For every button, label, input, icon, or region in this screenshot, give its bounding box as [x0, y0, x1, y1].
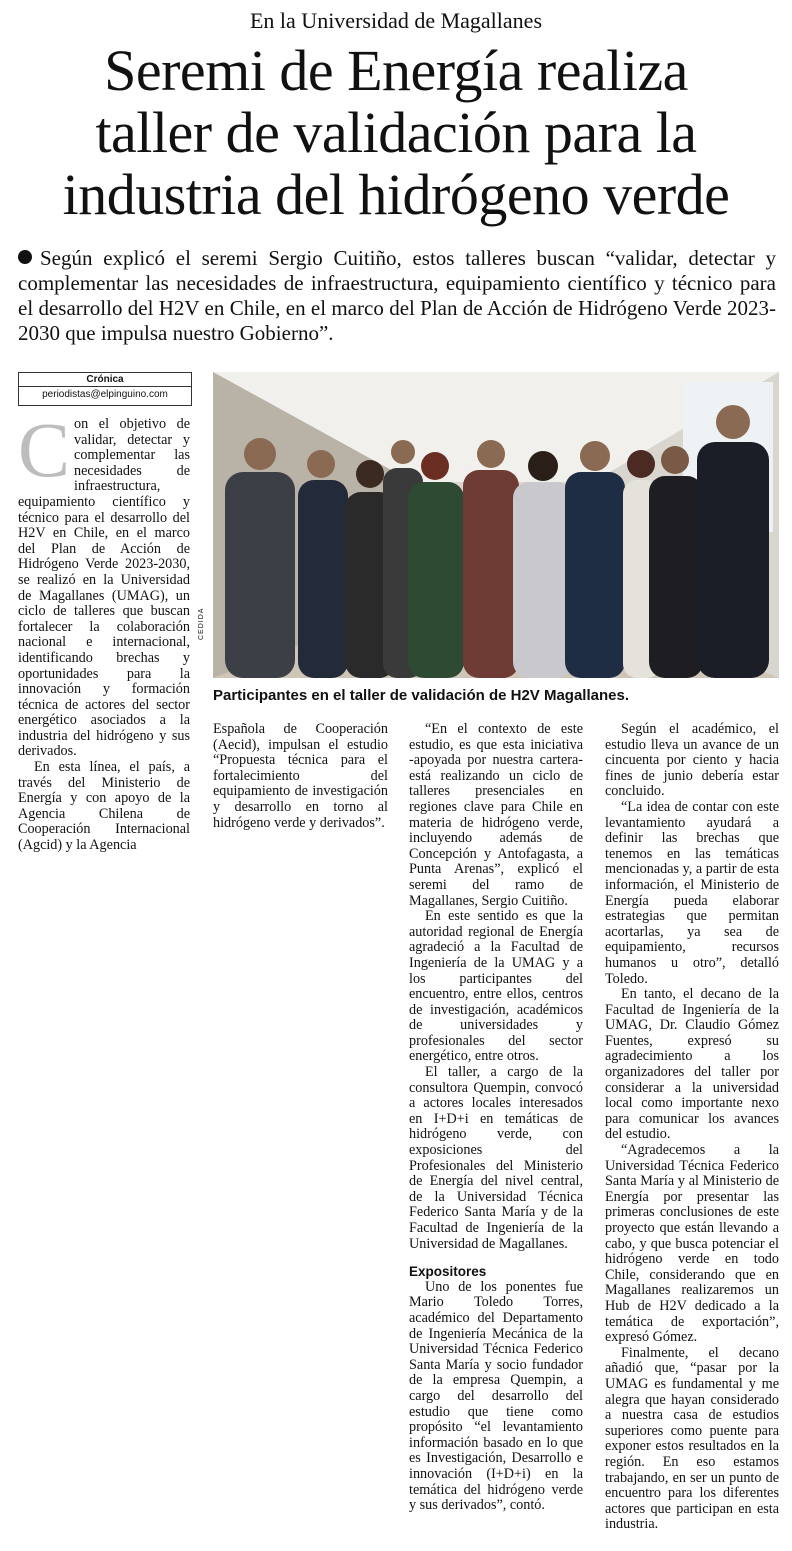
paragraph: “En el contexto de este estudio, es que esta iniciativa -apoyada por nuestra cartera- está realizando un ciclo de talleres presenciales en regiones clave para Chile en materia de hidrógeno verde, incluyendo además de Concepción y Antofagasta, a Punta Arenas”, explicó el seremi del ramo de Magallanes, Sergio Cuitiño. — [409, 721, 583, 909]
headline-line: taller de validación para la — [95, 100, 697, 165]
author-email[interactable]: periodistas@elpinguino.com — [42, 389, 168, 400]
photo-credit: CEDIDA — [198, 607, 205, 640]
dropcap: C — [18, 406, 71, 493]
section-box — [18, 372, 192, 406]
paragraph: Finalmente, el decano añadió que, “pasar por la UMAG es fundamental y me alegra que hayan considerado a nuestra casa de estudios superiores como puente para exponer estos resultados en la región. En eso estamos trabajando, en ser un punto de encuentro para los diferentes actores que participan en esta industria. — [605, 1344, 779, 1533]
paragraph: Española de Cooperación (Aecid), impulsan el estudio “Propuesta técnica para el fortalecimiento del equipamiento de investigación y desarrollo en torno al hidrógeno verde y derivados”. — [213, 721, 388, 831]
paragraph: Uno de los ponentes fue Mario Toledo Torres, académico del Departamento de Ingeniería Mecánica de la Universidad Técnica Federico Santa María y socio fundador de la empresa Quempin, a cargo del desarrollo del estudio que tiene como propósito “el levantamiento información basado en lo que es Investigación, Desarrollo e innovación (I+D+i) en la temática del hidrógeno verde y sus derivados”, contó. — [409, 1278, 583, 1514]
paragraph: En tanto, el decano de la Facultad de Ingeniería de la UMAG, Dr. Claudio Gómez Fuentes, expresó su agradecimiento a los organizadores del taller por considerar a la universidad local como importante nexo para comunicar los avances del estudio. — [605, 986, 779, 1143]
article-kicker: En la Universidad de Magallanes — [249, 8, 542, 33]
column-2 — [213, 722, 388, 831]
article-photo — [213, 372, 779, 678]
dek-text: Según explicó el seremi Sergio Cuitiño, estos talleres buscan “validar, detectar y complementar las necesidades de infraestructura, equipamiento científico y técnico para el desarrollo del H2V en Chile, en el marco del Plan de Acción de Hidrógeno Verde 2023-2030 que impulsa nuestro Gobierno”. — [18, 246, 776, 345]
paragraph: Según el académico, el estudio lleva un avance de un cincuenta por ciento y hacia fines de junio debería estar concluido. — [605, 721, 779, 800]
paragraph: En este sentido es que la autoridad regional de Energía agradeció a la Facultad de Ingeniería de la UMAG y a los participantes del encuentro, entre ellos, centros de investigación, académicos de universidades y profesionales del sector energético, entre otros. — [409, 908, 583, 1065]
photo-caption: Participantes en el taller de validación de H2V Magallanes. — [213, 687, 629, 704]
bullet-icon — [18, 250, 32, 264]
column-1 — [18, 406, 190, 854]
paragraph: Con el objetivo de validar, detectar y complementar las necesidades de infraestructura, equipamiento científico y técnico para el desarrollo del H2V en Chile, en el marco del Plan de Acción de Hidrógeno Verde 2023-2030, se realizó en la Universidad de Magallanes (UMAG), un ciclo de talleres que buscan fortalecer la colaboración nacional e internacional, identificando brechas y oportunidades para la innovación y formación técnica de actores del sector energético asociados a la industria del hidrógeno y sus derivados. — [18, 406, 190, 760]
headline-line: Seremi de Energía realiza — [104, 38, 688, 103]
column-3 — [409, 722, 583, 1514]
paragraph: En esta línea, el país, a través del Ministerio de Energía y con apoyo de la Agencia Chilena de Cooperación Internacional (Agcid) y la Agencia — [18, 759, 190, 854]
headline-line: industria del hidrógeno verde — [62, 162, 730, 227]
paragraph: El taller, a cargo de la consultora Quempin, convocó a actores locales interesados en I+D+i en temáticas de hidrógeno verde, con exposiciones del Profesionales del Ministerio de Energía del nivel central, de la Universidad Técnica Federico Santa María y de la Facultad de Ingeniería de la Universidad de Magallanes. — [409, 1064, 583, 1252]
article-headline — [8, 40, 784, 226]
column-4 — [605, 722, 779, 1533]
paragraph: “Agradecemos a la Universidad Técnica Federico Santa María y al Ministerio de Energía por presentar las primeras conclusiones de este proyecto que están llevando a cabo, y que busca potenciar el hidrógeno verde en todo Chile, considerando que en Magallanes realizaremos un Hub de H2V dedicado a la temática de exportación”, expresó Gómez. — [605, 1142, 779, 1346]
paragraph: “La idea de contar con este levantamiento ayudará a definir las brechas que tenemos en las temáticas mencionadas y, a partir de esta información, el Ministerio de Energía pueda elaborar estrategias que permitan acortarlas, ya sea de equipamiento, recursos humanos u otro”, detalló Toledo. — [605, 798, 779, 987]
subheading-expositores: Expositores — [409, 1264, 487, 1280]
article-dek — [18, 246, 776, 346]
section-name: Crónica — [19, 373, 191, 387]
